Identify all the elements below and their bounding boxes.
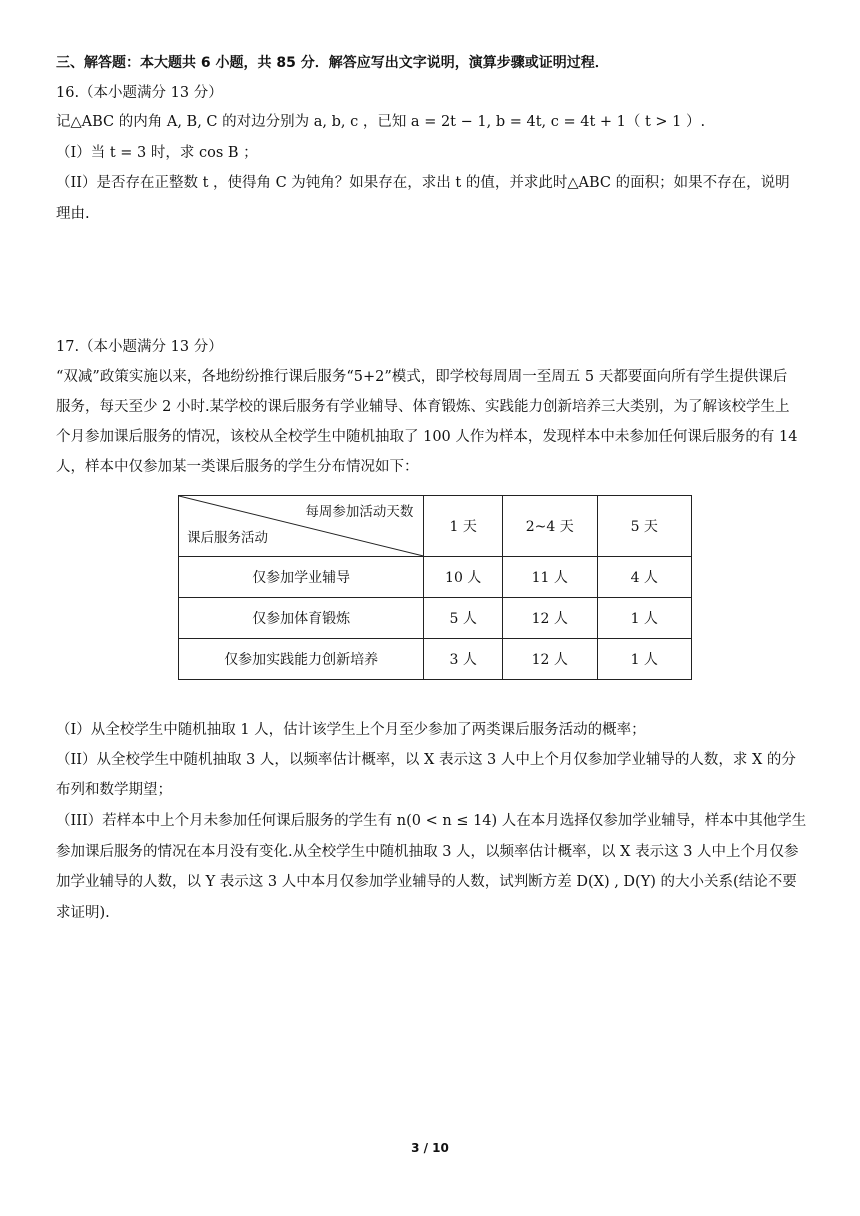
q17-part1: （I）从全校学生中随机抽取 1 人，估计该学生上个月至少参加了两类课后服务活动的概率； xyxy=(56,722,646,738)
q16-header: 16.（本小题满分 13 分） xyxy=(56,85,223,101)
table-cell: 5 人 xyxy=(424,598,503,639)
table-row xyxy=(179,598,692,639)
table-column-header: 1 天 xyxy=(424,496,503,557)
table-cell: 10 人 xyxy=(424,557,503,598)
table-column-header: 2~4 天 xyxy=(502,496,597,557)
table-header-row xyxy=(179,496,692,557)
q16-part2-line1: （II）是否存在正整数 t ，使得角 C 为钝角？如果存在，求出 t 的值，并求此时△ABC 的面积；如果不存在，说明 xyxy=(56,175,790,191)
corner-label-days: 每周参加活动天数 xyxy=(305,504,414,520)
q17-stem-line: 个月参加课后服务的情况，该校从全校学生中随机抽取了 100 人作为样本，发现样本中未参加任何课后服务的有 14 xyxy=(56,429,798,445)
table-cell: 4 人 xyxy=(597,557,691,598)
section-heading: 三、解答题：本大题共 6 小题，共 85 分．解答应写出文字说明，演算步骤或证明过程． xyxy=(56,55,609,71)
table-column-header: 5 天 xyxy=(597,496,691,557)
table-row-label: 仅参加体育锻炼 xyxy=(179,598,424,639)
q17-stem-line: 服务，每天至少 2 小时.某学校的课后服务有学业辅导、体育锻炼、实践能力创新培养三大类别，为了解该校学生上 xyxy=(56,399,790,415)
table-cell: 11 人 xyxy=(502,557,597,598)
table-cell: 1 人 xyxy=(597,639,691,680)
q17-part3-line: （III）若样本中上个月未参加任何课后服务的学生有 n(0 < n ≤ 14) 人在本月选择仅参加学业辅导，样本中其他学生 xyxy=(56,813,807,829)
q17-part2-line1: （II）从全校学生中随机抽取 3 人，以频率估计概率，以 X 表示这 3 人中上个月仅参加学业辅导的人数，求 X 的分 xyxy=(56,752,796,768)
q17-part2-line2: 布列和数学期望； xyxy=(56,782,172,798)
q16-stem: 记△ABC 的内角 A, B, C 的对边分别为 a, b, c ，已知 a = 2t − 1, b = 4t, c = 4t + 1（ t > 1 ）. xyxy=(56,114,706,130)
table-row xyxy=(179,557,692,598)
q17-stem-line: 人，样本中仅参加某一类课后服务的学生分布情况如下： xyxy=(56,459,419,475)
q17-stem-line: “双减”政策实施以来，各地纷纷推行课后服务“5+2”模式，即学校每周周一至周五 5 天都要面向所有学生提供课后 xyxy=(56,369,788,385)
q17-part3-line: 求证明). xyxy=(56,905,110,921)
corner-label-activity: 课后服务活动 xyxy=(187,530,268,546)
table-row xyxy=(179,639,692,680)
table-cell: 3 人 xyxy=(424,639,503,680)
table-cell: 12 人 xyxy=(502,598,597,639)
service-table xyxy=(178,495,692,680)
q17-part3-line: 加学业辅导的人数，以 Y 表示这 3 人中本月仅参加学业辅导的人数，试判断方差 D(X) , D(Y) 的大小关系(结论不要 xyxy=(56,874,797,890)
q16-part1: （I）当 t = 3 时，求 cos B ； xyxy=(56,145,258,161)
q16-part2-line2: 理由. xyxy=(56,206,90,222)
table-cell: 1 人 xyxy=(597,598,691,639)
page-number: 3 / 10 xyxy=(411,1141,449,1155)
q17-part3-line: 参加课后服务的情况在本月没有变化.从全校学生中随机抽取 3 人，以频率估计概率，以 X 表示这 3 人中上个月仅参 xyxy=(56,844,799,860)
table-corner-cell xyxy=(179,496,424,557)
q17-header: 17.（本小题满分 13 分） xyxy=(56,339,223,355)
table-cell: 12 人 xyxy=(502,639,597,680)
table-row-label: 仅参加实践能力创新培养 xyxy=(179,639,424,680)
table-row-label: 仅参加学业辅导 xyxy=(179,557,424,598)
